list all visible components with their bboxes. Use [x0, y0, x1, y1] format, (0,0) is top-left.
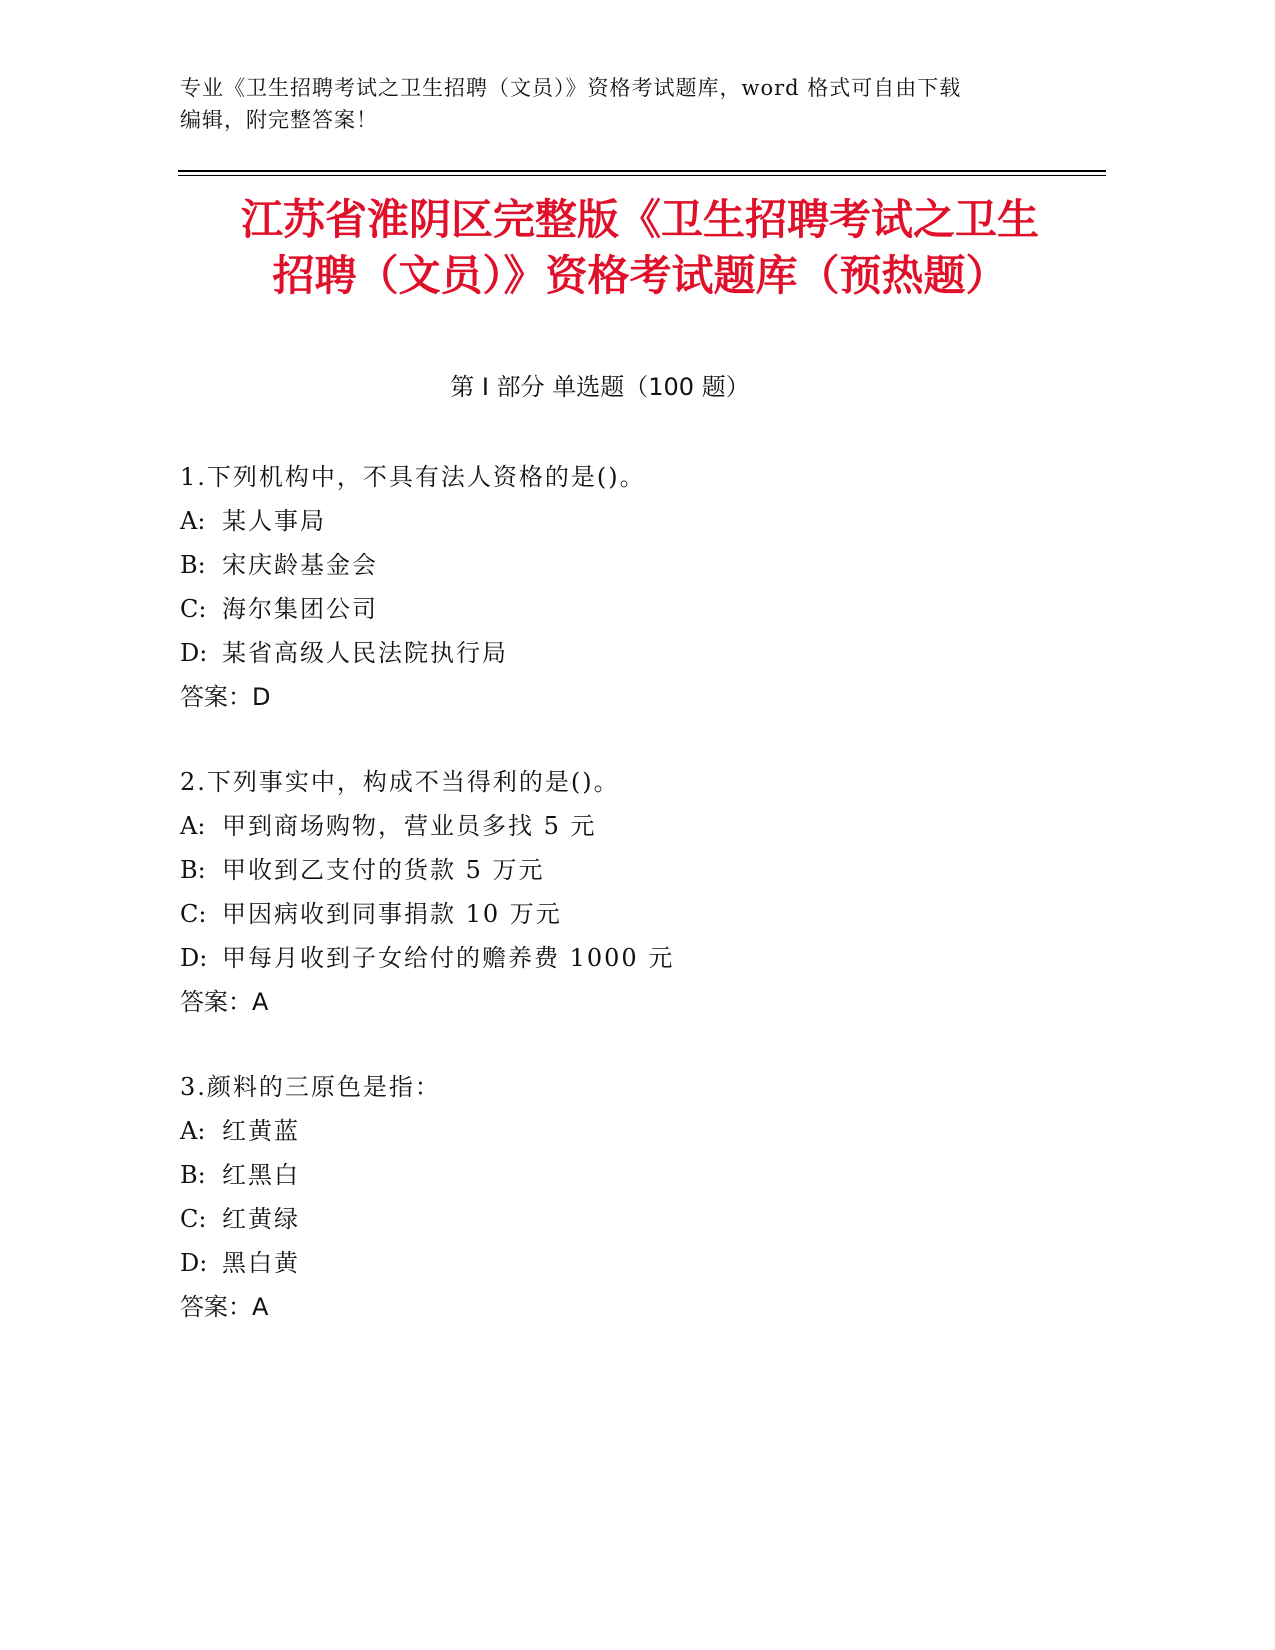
question-item [180, 760, 1080, 1024]
answer-option [180, 587, 1080, 631]
option-text: 某人事局 [222, 507, 326, 535]
option-key: C: [180, 1205, 207, 1233]
option-text: 甲到商场购物，营业员多找 5 元 [222, 812, 597, 840]
correct-answer: 答案：A [180, 1293, 269, 1321]
document-title-line: 招聘（文员）》资格考试题库（预热题） [272, 251, 1008, 300]
correct-answer: 答案：A [180, 988, 269, 1016]
option-text: 甲收到乙支付的货款 5 万元 [222, 856, 545, 884]
header-divider [178, 170, 1106, 172]
option-text: 海尔集团公司 [222, 595, 378, 623]
section-heading: 第 I 部分 单选题（100 题） [450, 373, 750, 401]
option-text: 甲因病收到同事捐款 10 万元 [222, 900, 562, 928]
option-text: 黑白黄 [222, 1249, 300, 1277]
answer-option [180, 1109, 1080, 1153]
question-item [180, 1065, 1080, 1329]
question-item [180, 455, 1080, 719]
header-note [180, 72, 1080, 136]
option-key: B: [180, 856, 206, 884]
option-key: D: [180, 944, 208, 972]
question-stem: 2.下列事实中，构成不当得利的是()。 [180, 768, 620, 796]
option-text: 红黑白 [222, 1161, 300, 1189]
question-stem: 3.颜料的三原色是指： [180, 1073, 441, 1101]
answer-option [180, 1153, 1080, 1197]
option-key: C: [180, 595, 207, 623]
document-title-line: 江苏省淮阴区完整版《卫生招聘考试之卫生 [240, 195, 1039, 244]
answer-option [180, 1197, 1080, 1241]
option-key: A: [180, 507, 206, 535]
question-stem: 1.下列机构中，不具有法人资格的是()。 [180, 463, 646, 491]
option-key: D: [180, 1249, 208, 1277]
option-key: C: [180, 900, 207, 928]
correct-answer: 答案：D [180, 683, 271, 711]
option-text: 甲每月收到子女给付的赡养费 1000 元 [222, 944, 675, 972]
answer-option [180, 1241, 1080, 1285]
header-divider-thin [178, 175, 1106, 176]
document-title [180, 192, 1100, 304]
option-key: A: [180, 812, 206, 840]
answer-option [180, 848, 1080, 892]
answer-option [180, 631, 1080, 675]
option-key: B: [180, 551, 206, 579]
option-text: 红黄蓝 [222, 1117, 300, 1145]
header-note-line: 编辑，附完整答案！ [180, 108, 378, 132]
option-text: 红黄绿 [222, 1205, 300, 1233]
option-key: D: [180, 639, 208, 667]
answer-option [180, 543, 1080, 587]
answer-option [180, 804, 1080, 848]
answer-option [180, 936, 1080, 980]
option-text: 某省高级人民法院执行局 [222, 639, 508, 667]
option-key: A: [180, 1117, 206, 1145]
header-note-line: 专业《卫生招聘考试之卫生招聘（文员）》资格考试题库，word 格式可自由下载 [180, 76, 962, 100]
answer-option [180, 892, 1080, 936]
answer-option [180, 499, 1080, 543]
option-text: 宋庆龄基金会 [222, 551, 378, 579]
option-key: B: [180, 1161, 206, 1189]
